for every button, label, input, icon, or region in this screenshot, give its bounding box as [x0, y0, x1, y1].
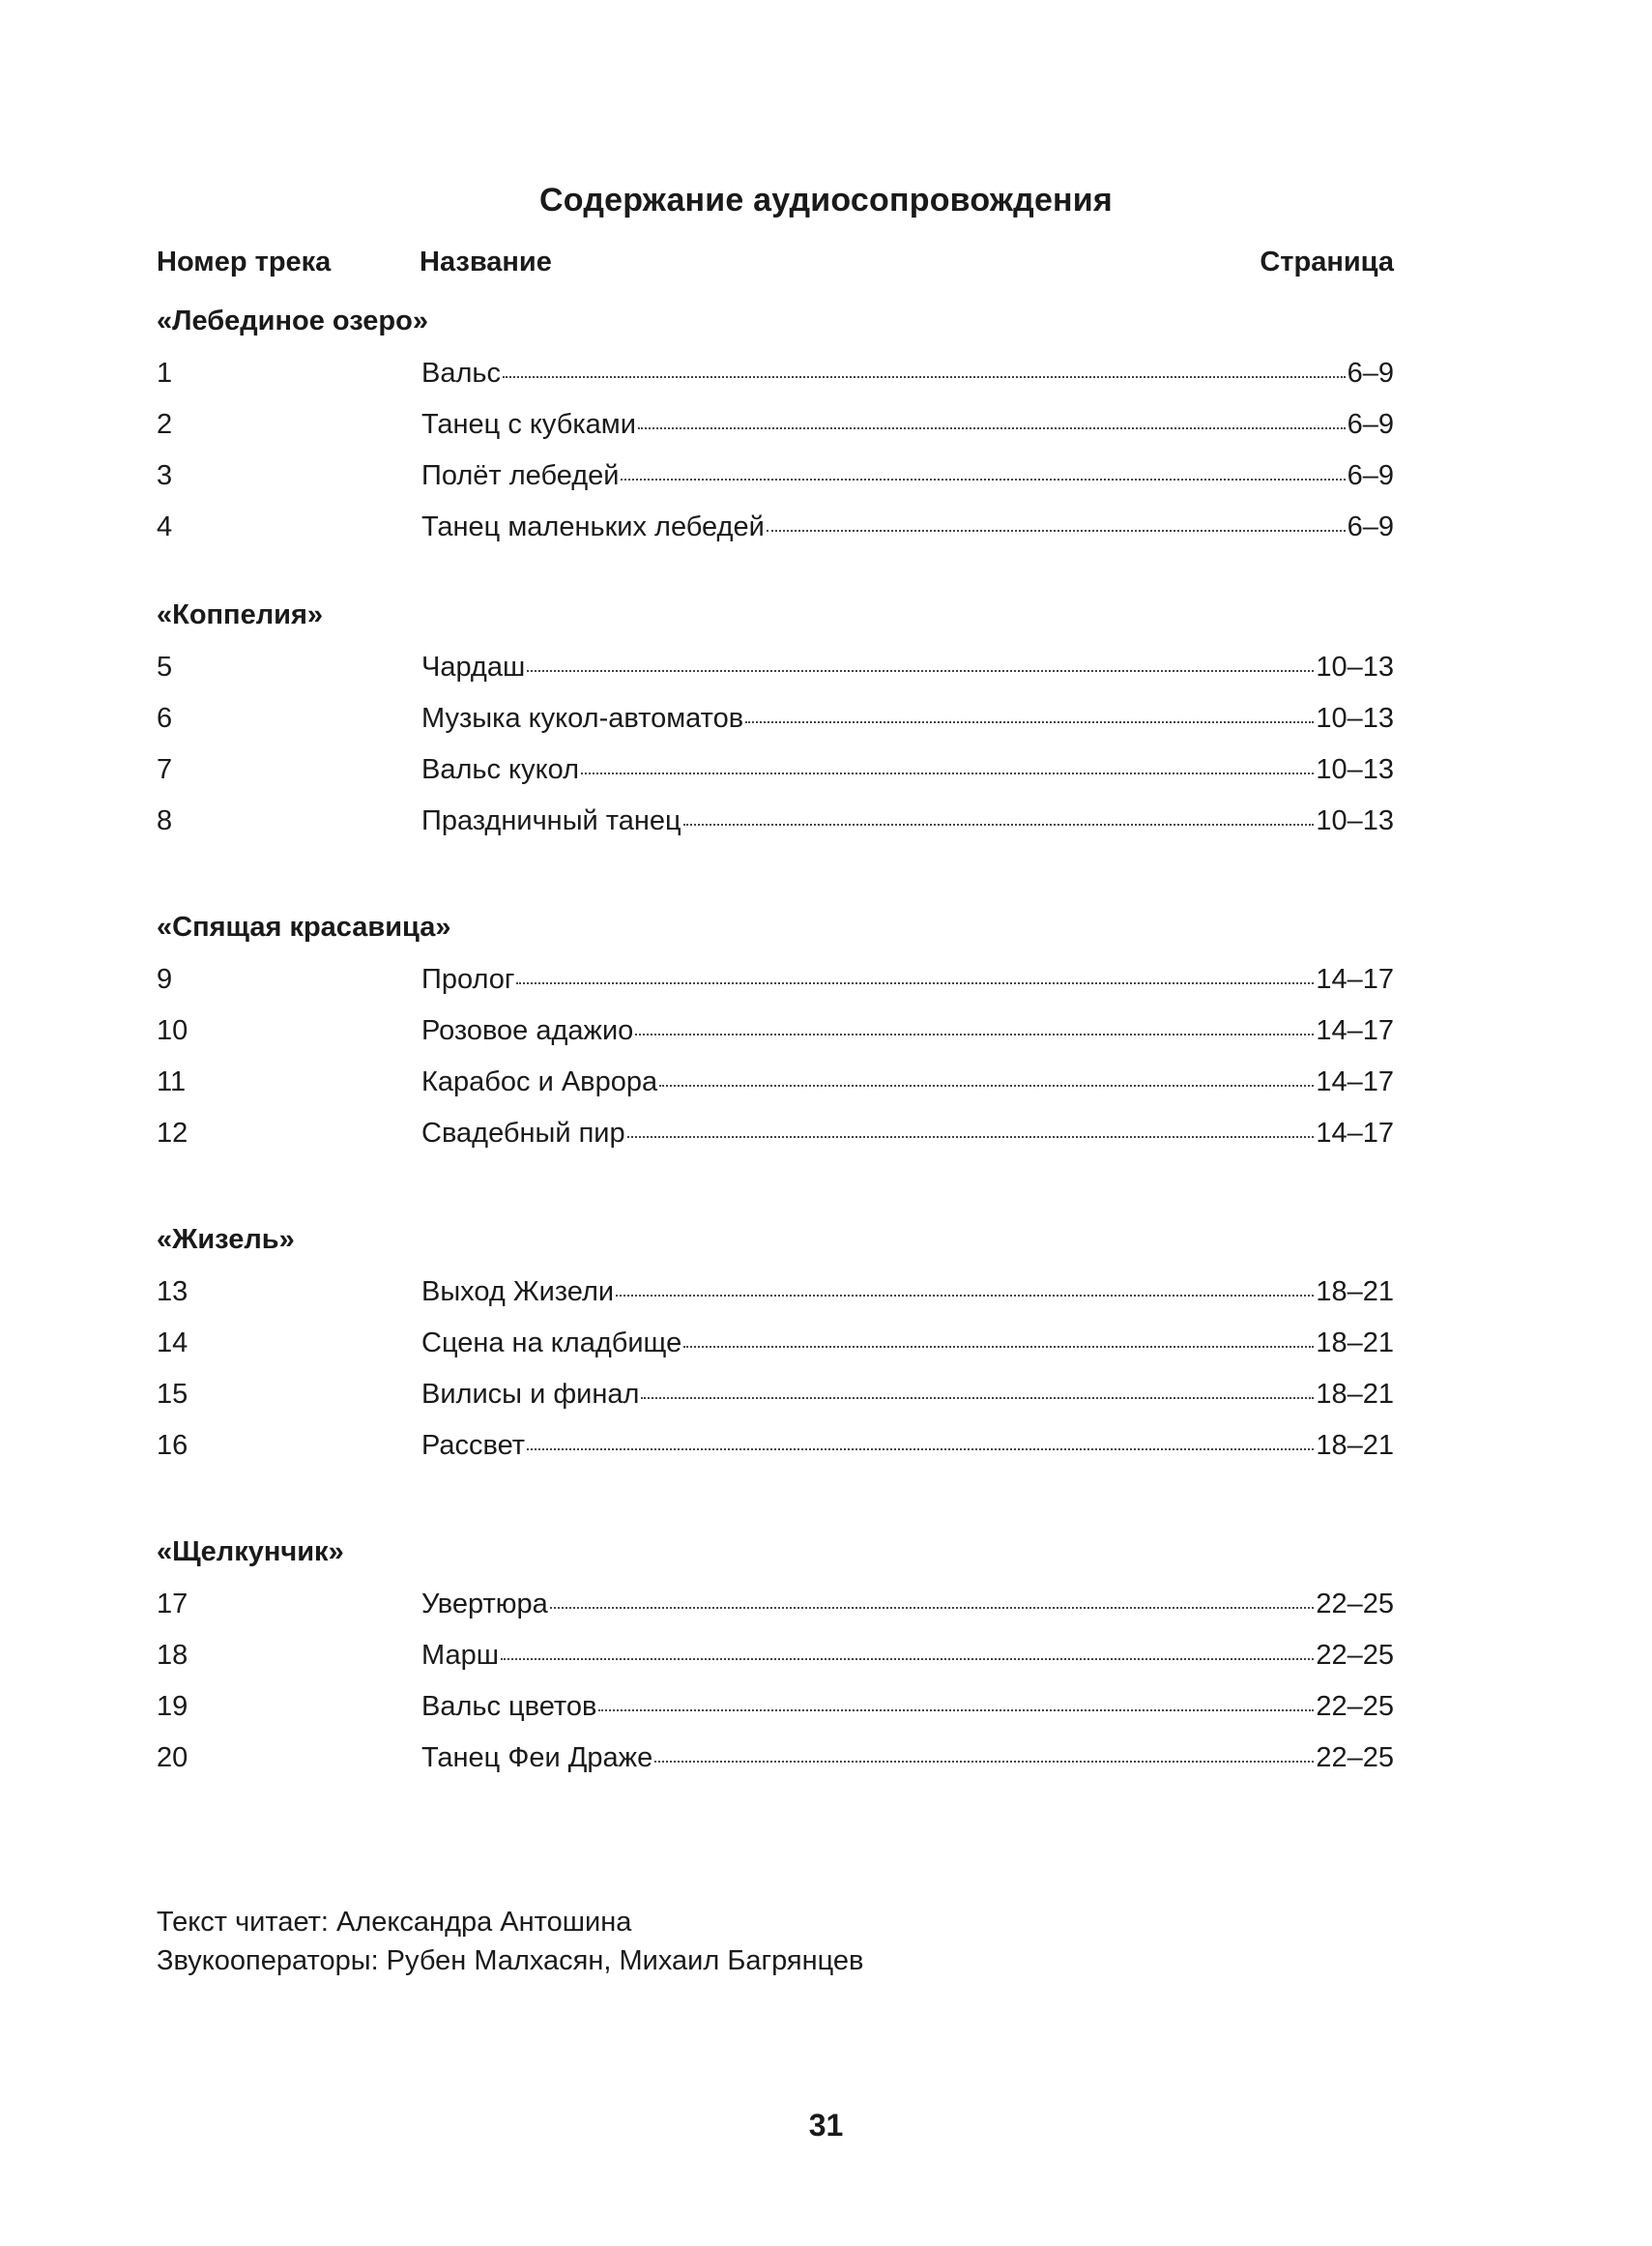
dot-leader: [616, 1295, 1314, 1297]
track-number: 18: [157, 1640, 188, 1671]
track-name: Марш: [421, 1640, 500, 1671]
dot-leader: [527, 670, 1314, 672]
table-header: [157, 247, 1394, 289]
track-row: [157, 1015, 1394, 1056]
dot-leader: [638, 427, 1346, 429]
track-row: [157, 1691, 1394, 1732]
track-row: [157, 754, 1394, 795]
dot-leader: [501, 1658, 1314, 1660]
track-number: 7: [157, 754, 173, 785]
track-name: Карабос и Аврора: [421, 1066, 658, 1097]
track-name: Танец Феи Драже: [421, 1742, 653, 1773]
track-pages: 10–13: [1316, 703, 1394, 734]
track-number: 10: [157, 1015, 188, 1046]
track-pages: 18–21: [1316, 1430, 1394, 1461]
track-number: 3: [157, 460, 173, 491]
track-name: Чардаш: [421, 652, 526, 683]
track-name: Музыка кукол-автоматов: [421, 703, 744, 734]
dot-leader: [598, 1709, 1314, 1711]
track-row: [157, 1276, 1394, 1317]
dot-leader: [654, 1761, 1314, 1763]
dot-leader: [683, 824, 1315, 826]
track-number: 20: [157, 1742, 188, 1773]
dot-leader: [503, 376, 1346, 378]
section-title-sleeping-beauty: «Спящая красавица»: [157, 912, 451, 943]
track-pages: 22–25: [1316, 1691, 1394, 1722]
track-name: Вальс: [421, 358, 502, 389]
track-name: Полёт лебедей: [421, 460, 620, 491]
track-number: 6: [157, 703, 173, 734]
dot-leader: [635, 1034, 1314, 1035]
track-number: 2: [157, 409, 173, 440]
track-name: Праздничный танец: [421, 805, 681, 836]
page-title: Содержание аудиосопровождения: [539, 182, 1113, 219]
section-title-swan-lake: «Лебединое озеро»: [157, 306, 428, 336]
track-number: 14: [157, 1327, 188, 1358]
track-row: [157, 460, 1394, 501]
section-title-coppelia: «Коппелия»: [157, 599, 324, 630]
track-row: [157, 805, 1394, 846]
track-name: Выход Жизели: [421, 1276, 615, 1307]
track-pages: 14–17: [1316, 1118, 1394, 1149]
track-name: Вальс цветов: [421, 1691, 597, 1722]
track-row: [157, 1327, 1394, 1368]
track-pages: 18–21: [1316, 1276, 1394, 1307]
track-number: 1: [157, 358, 173, 389]
credits: [157, 1903, 863, 1980]
track-pages: 14–17: [1316, 1015, 1394, 1046]
track-number: 15: [157, 1379, 188, 1410]
track-row: [157, 1640, 1394, 1680]
track-name: Рассвет: [421, 1430, 526, 1461]
dot-leader: [659, 1085, 1314, 1087]
track-pages: 10–13: [1316, 754, 1394, 785]
track-number: 11: [157, 1066, 187, 1097]
dot-leader: [627, 1136, 1315, 1138]
dot-leader: [621, 479, 1345, 481]
track-number: 9: [157, 964, 173, 995]
track-row: [157, 1379, 1394, 1419]
track-row: [157, 652, 1394, 692]
track-row: [157, 1118, 1394, 1158]
track-number: 16: [157, 1430, 188, 1461]
page-number: 31: [808, 2108, 844, 2143]
header-track-number: Номер трека: [157, 247, 332, 277]
track-pages: 6–9: [1347, 460, 1394, 491]
track-pages: 14–17: [1316, 964, 1394, 995]
section-title-giselle: «Жизель»: [157, 1224, 295, 1255]
credits-engineers: Звукооператоры: Рубен Малхасян, Михаил Багрянцев: [157, 1945, 864, 1976]
track-row: [157, 1589, 1394, 1629]
track-row: [157, 511, 1394, 552]
track-number: 4: [157, 511, 173, 542]
track-name: Увертюра: [421, 1589, 548, 1619]
dot-leader: [527, 1448, 1314, 1450]
track-pages: 6–9: [1347, 409, 1394, 440]
dot-leader: [745, 721, 1314, 723]
credits-reader: Текст читает: Александра Антошина: [157, 1907, 632, 1938]
track-number: 12: [157, 1118, 188, 1149]
track-name: Розовое адажио: [421, 1015, 634, 1046]
track-row: [157, 358, 1394, 398]
track-pages: 22–25: [1316, 1742, 1394, 1773]
track-pages: 22–25: [1316, 1589, 1394, 1619]
track-pages: 14–17: [1316, 1066, 1394, 1097]
track-row: [157, 1430, 1394, 1471]
track-number: 17: [157, 1589, 188, 1619]
track-pages: 18–21: [1316, 1327, 1394, 1358]
dot-leader: [641, 1397, 1314, 1399]
dot-leader: [516, 982, 1314, 984]
track-row: [157, 964, 1394, 1005]
track-name: Вилисы и финал: [421, 1379, 640, 1410]
track-pages: 22–25: [1316, 1640, 1394, 1671]
track-row: [157, 409, 1394, 450]
track-name: Танец с кубками: [421, 409, 636, 440]
track-name: Свадебный пир: [421, 1118, 625, 1149]
header-track-name: Название: [420, 247, 552, 277]
track-number: 13: [157, 1276, 188, 1307]
track-name: Пролог: [421, 964, 515, 995]
track-pages: 6–9: [1347, 511, 1394, 542]
dot-leader: [767, 530, 1346, 532]
track-number: 19: [157, 1691, 188, 1722]
dot-leader: [550, 1607, 1315, 1609]
header-page: Страница: [1260, 247, 1394, 277]
track-number: 5: [157, 652, 173, 683]
track-pages: 6–9: [1347, 358, 1394, 389]
track-name: Танец маленьких лебедей: [421, 511, 765, 542]
track-pages: 10–13: [1316, 652, 1394, 683]
track-pages: 10–13: [1316, 805, 1394, 836]
dot-leader: [581, 773, 1314, 774]
track-row: [157, 1066, 1394, 1107]
track-pages: 18–21: [1316, 1379, 1394, 1410]
track-row: [157, 1742, 1394, 1783]
dot-leader: [683, 1346, 1314, 1348]
track-row: [157, 703, 1394, 744]
track-name: Сцена на кладбище: [421, 1327, 682, 1358]
section-title-nutcracker: «Щелкунчик»: [157, 1536, 344, 1567]
track-name: Вальс кукол: [421, 754, 579, 785]
track-number: 8: [157, 805, 173, 836]
